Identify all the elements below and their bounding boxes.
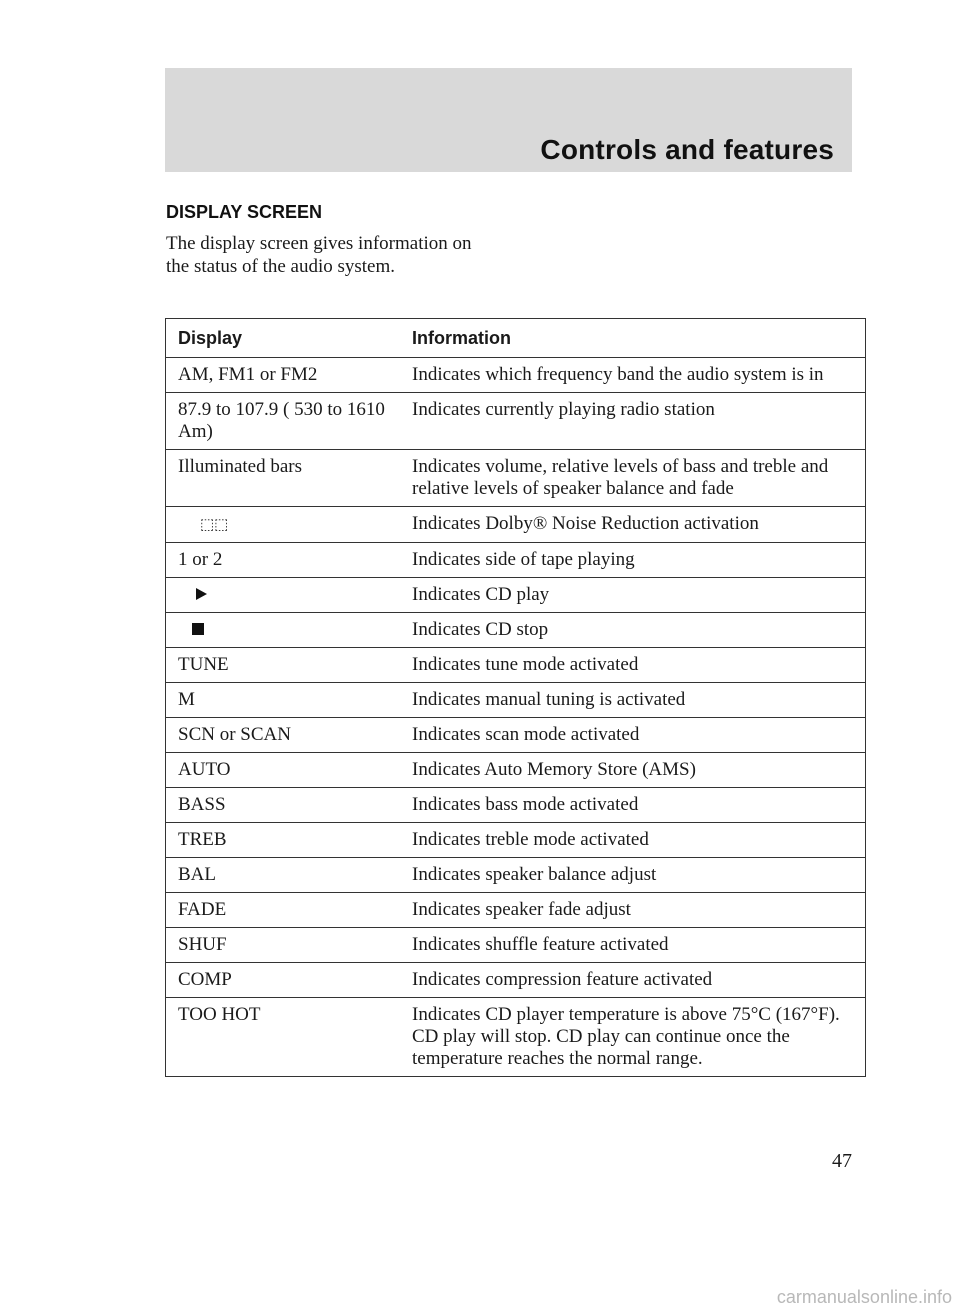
- header-information: Information: [400, 319, 866, 358]
- display-cell: [166, 613, 401, 648]
- table-row: [166, 893, 866, 928]
- display-cell: SCN or SCAN: [166, 718, 401, 753]
- info-cell: Indicates volume, relative levels of bass and treble and relative levels of speaker balance and fade: [400, 450, 866, 507]
- info-cell: Indicates which frequency band the audio system is in: [400, 358, 866, 393]
- display-cell: FADE: [166, 893, 401, 928]
- display-cell: BAL: [166, 858, 401, 893]
- info-cell: Indicates speaker balance adjust: [400, 858, 866, 893]
- display-cell: TREB: [166, 823, 401, 858]
- table-row: [166, 998, 866, 1077]
- page-number: 47: [832, 1150, 852, 1172]
- table-row: [166, 788, 866, 823]
- info-cell: Indicates CD play: [400, 578, 866, 613]
- table-row: [166, 753, 866, 788]
- display-cell: TUNE: [166, 648, 401, 683]
- page-title: Controls and features: [540, 134, 834, 165]
- table-row: [166, 963, 866, 998]
- info-cell: Indicates side of tape playing: [400, 543, 866, 578]
- table-row: [166, 543, 866, 578]
- table-row: [166, 858, 866, 893]
- table-row: [166, 648, 866, 683]
- section-intro: The display screen gives information on the status of the audio system.: [166, 233, 472, 277]
- display-cell: COMP: [166, 963, 401, 998]
- display-cell: AUTO: [166, 753, 401, 788]
- watermark-text: carmanualsonline.info: [776, 1287, 952, 1307]
- info-cell: Indicates shuffle feature activated: [400, 928, 866, 963]
- display-cell: 87.9 to 107.9 ( 530 to 1610 Am): [166, 393, 401, 450]
- info-cell: Indicates Auto Memory Store (AMS): [400, 753, 866, 788]
- display-cell: Illuminated bars: [166, 450, 401, 507]
- table-row: [166, 358, 866, 393]
- info-cell: Indicates manual tuning is activated: [400, 683, 866, 718]
- table-row: [166, 928, 866, 963]
- header-bar: [165, 68, 852, 172]
- table-row: [166, 683, 866, 718]
- display-cell: BASS: [166, 788, 401, 823]
- play-icon: [196, 588, 207, 600]
- table-row: [166, 718, 866, 753]
- header-display: Display: [166, 319, 401, 358]
- display-cell: [166, 507, 401, 543]
- display-cell: AM, FM1 or FM2: [166, 358, 401, 393]
- section-title: DISPLAY SCREEN: [166, 202, 323, 222]
- info-cell: Indicates currently playing radio station: [400, 393, 866, 450]
- info-cell: Indicates CD player temperature is above 75°C (167°F). CD play will stop. CD play can continue once the temperature reaches the normal range.: [400, 998, 866, 1077]
- dolby-icon: ⬚⬚: [200, 517, 229, 533]
- table-row: [166, 507, 866, 543]
- info-cell: Indicates scan mode activated: [400, 718, 866, 753]
- info-cell: Indicates compression feature activated: [400, 963, 866, 998]
- info-cell: Indicates speaker fade adjust: [400, 893, 866, 928]
- info-cell: Indicates treble mode activated: [400, 823, 866, 858]
- table-row: [166, 578, 866, 613]
- display-cell: SHUF: [166, 928, 401, 963]
- table-row: [166, 613, 866, 648]
- display-cell: M: [166, 683, 401, 718]
- display-cell: [166, 578, 401, 613]
- table-row: [166, 823, 866, 858]
- table-row: [166, 450, 866, 507]
- table-header-row: [166, 319, 866, 358]
- info-cell: Indicates tune mode activated: [400, 648, 866, 683]
- display-cell: 1 or 2: [166, 543, 401, 578]
- stop-icon: [192, 623, 204, 635]
- display-cell: TOO HOT: [166, 998, 401, 1077]
- display-info-table: [165, 318, 866, 1077]
- info-cell: Indicates CD stop: [400, 613, 866, 648]
- info-cell: Indicates Dolby® Noise Reduction activation: [400, 507, 866, 543]
- info-cell: Indicates bass mode activated: [400, 788, 866, 823]
- table-row: [166, 393, 866, 450]
